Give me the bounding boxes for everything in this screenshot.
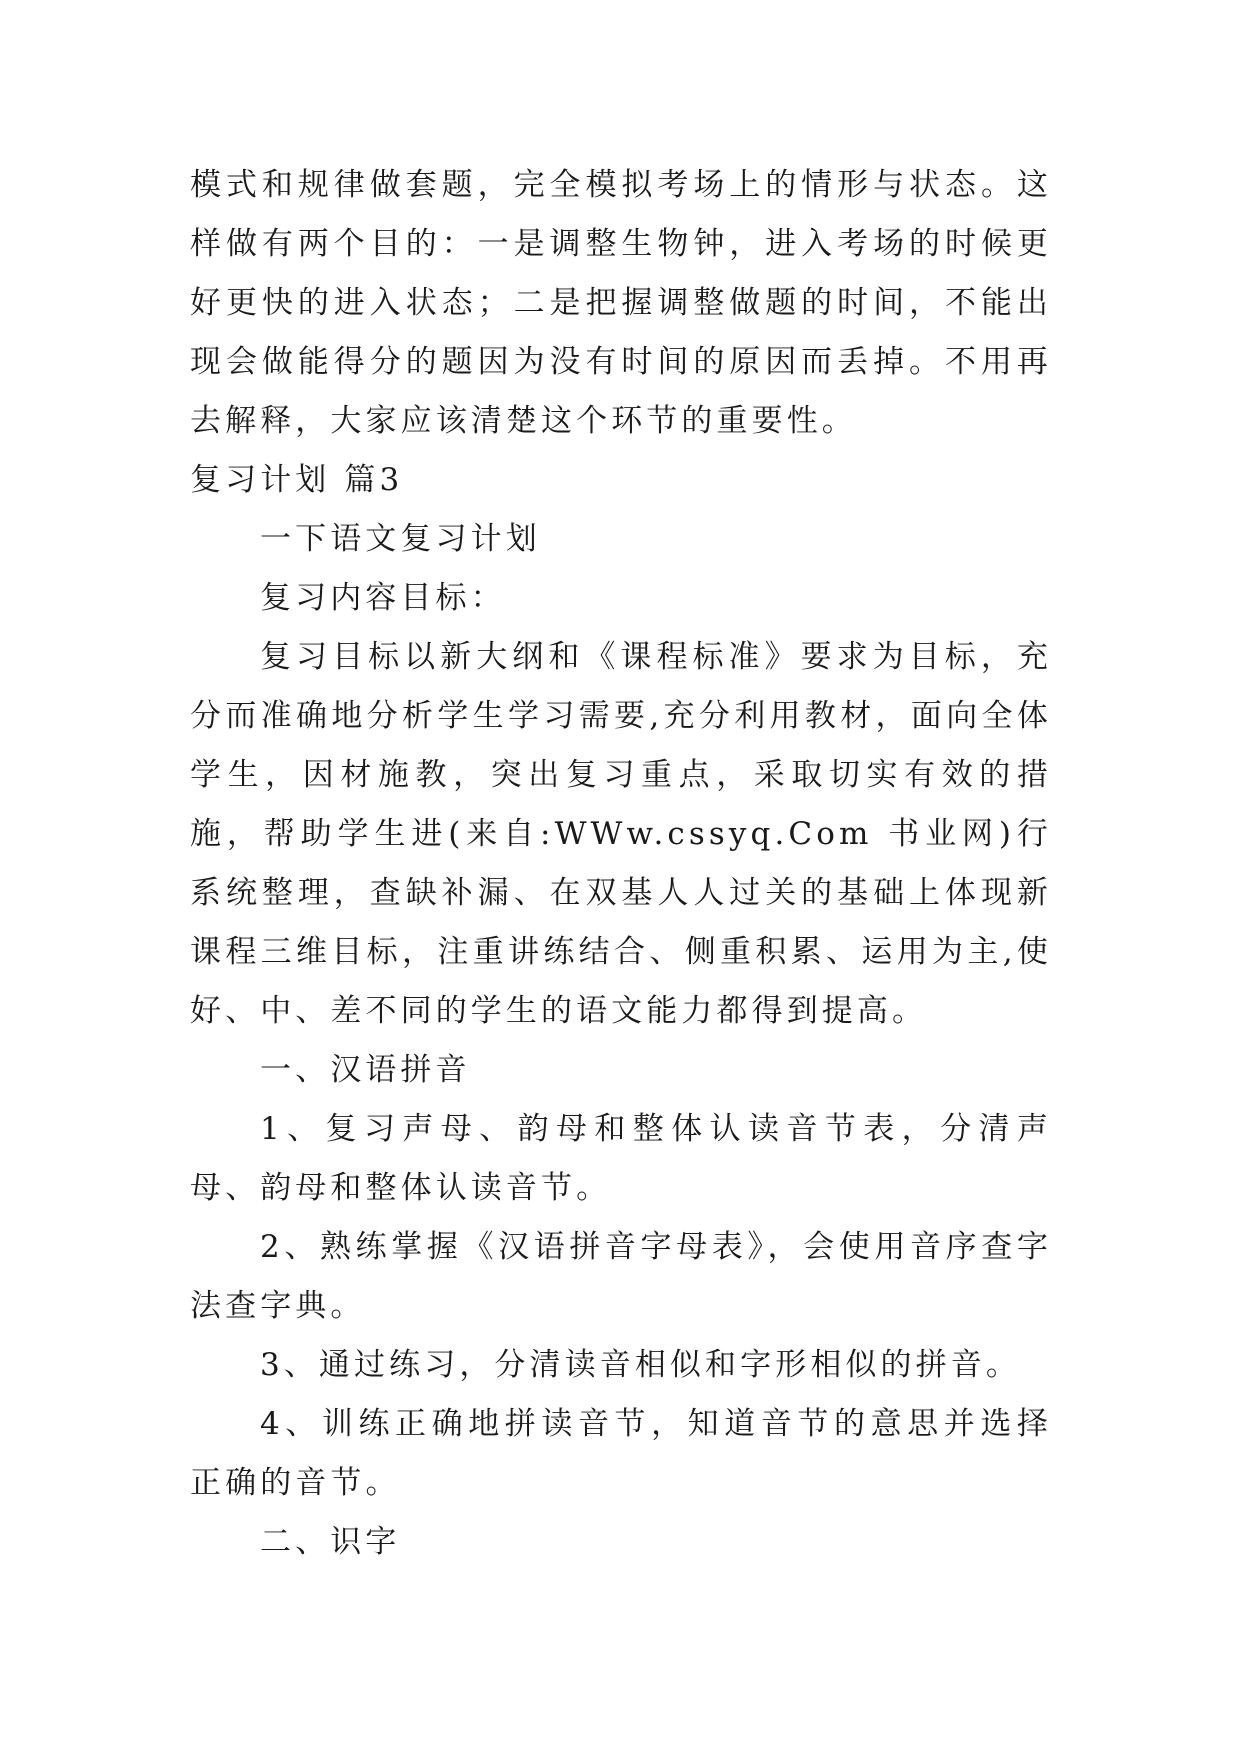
subheading-chinese-review-plan: 一下语文复习计划	[260, 521, 541, 557]
list-item-pinyin-3: 3、通过练习，分清读音相似和字形相似的拼音。	[260, 1347, 1021, 1383]
paragraph-exam-simulation: 模式和规律做套题，完全模拟考场上的情形与状态。这样做有两个目的：一是调整生物钟，进入考场的时候更好更快的进入状态；二是把握调整做题的时间，不能出现会做能得分的题因为没有时间的原因而丢掉。不用再去解释，大家应该清楚这个环节的重要性。	[190, 167, 1052, 439]
heading-pinyin: 一、汉语拼音	[260, 1052, 471, 1088]
list-item-pinyin-1: 1、复习声母、韵母和整体认读音节表，分清声母、韵母和整体认读音节。	[190, 1111, 1052, 1206]
document-body	[190, 156, 1052, 1572]
subheading-review-goals: 复习内容目标：	[260, 580, 506, 616]
heading-literacy: 二、识字	[260, 1524, 401, 1560]
section-heading-plan-3: 复习计划 篇3	[190, 462, 404, 498]
list-item-pinyin-2: 2、熟练掌握《汉语拼音字母表》，会使用音序查字法查字典。	[190, 1229, 1052, 1324]
list-item-pinyin-4: 4、训练正确地拼读音节，知道音节的意思并选择正确的音节。	[190, 1406, 1052, 1501]
paragraph-review-objectives: 复习目标以新大纲和《课程标准》要求为目标，充分而准确地分析学生学习需要,充分利用教材，面向全体学生，因材施教，突出复习重点，采取切实有效的措施，帮助学生进(来自:WWw.cssyq.Com 书业网)行系统整理，查缺补漏、在双基人人过关的基础上体现新课程三维目标，注重讲练结合、侧重积累、运用为主,使好、中、差不同的学生的语文能力都得到提高。	[190, 639, 1052, 1029]
